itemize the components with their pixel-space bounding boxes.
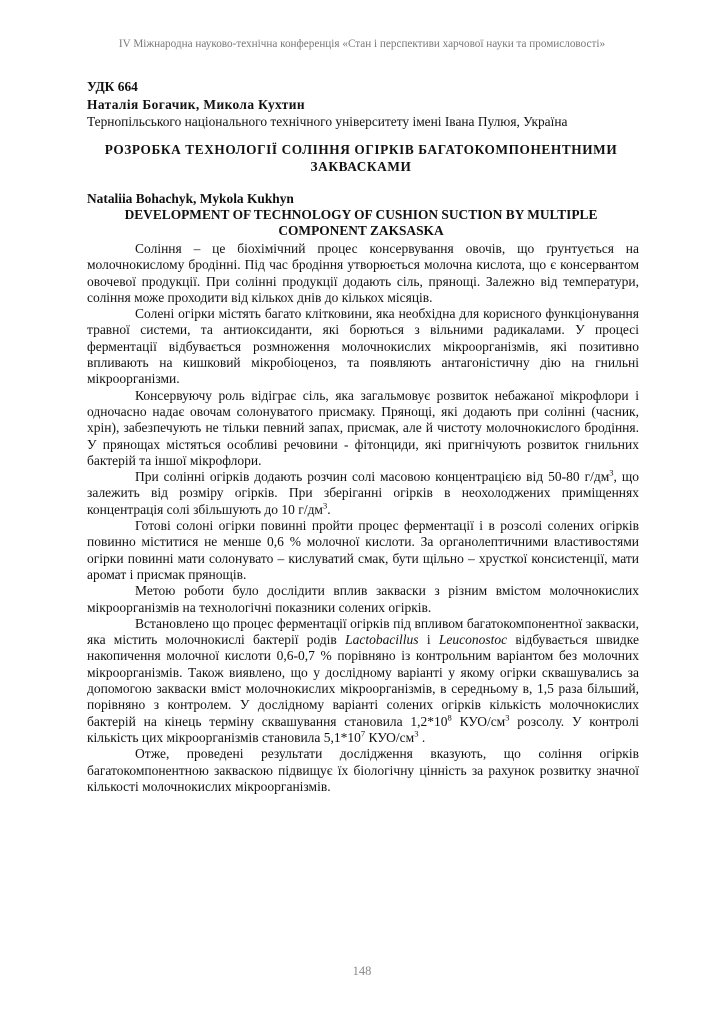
page-number: 148 <box>352 964 372 978</box>
p4-sup-2: 3 <box>322 500 328 511</box>
paragraph-7 <box>87 616 639 746</box>
paragraph-5: Готові солоні огірки повинні пройти процес ферментації і в розсолі солених огірків повинно міститися не менше 0,6 % молочної кислоти. За органолептичними властивостями огірки повинні мати солонувато – кислуватий смак, бути щільно – хрусткої консистенції, мати аромат і присмак прянощів. <box>87 518 639 582</box>
running-header: IV Міжнародна науково-технічна конференція «Стан і перспективи харчової науки та промисловості» <box>118 38 606 50</box>
p7-sup-1: 8 <box>447 712 452 723</box>
article-body <box>87 241 639 795</box>
title-english: DEVELOPMENT OF TECHNOLOGY OF CUSHION SUCTION BY MULTIPLE COMPONENT ZAKSASKA <box>124 207 598 238</box>
p7-text-g: . <box>418 729 426 745</box>
article-meta <box>87 78 647 131</box>
p7-text-b: і <box>418 632 439 648</box>
p7-text-e: розсолу. У контролі кількість цих мікроорганізмів становила 5,1*10 <box>87 713 639 745</box>
paragraph-4 <box>87 469 639 518</box>
affiliation: Тернопільського національного технічного університету імені Івана Пулюя, Україна <box>87 114 568 129</box>
authors-uk: Наталія Богачик, Микола Кухтин <box>87 96 306 112</box>
p7-sup-4: 3 <box>414 728 419 739</box>
title-ukrainian: РОЗРОБКА ТЕХНОЛОГІЇ СОЛІННЯ ОГІРКІВ БАГАТОКОМПОНЕНТНИМИ ЗАКВАСКАМИ <box>104 142 618 174</box>
authors-en: Nataliia Bohachyk, Mykola Kukhyn <box>87 191 294 206</box>
p4-text-b: , що залежить від розміру огірків. При зберіганні огірків в неохолоджених приміщеннях концентрація солі збільшують до 10 г/дм <box>87 469 639 517</box>
english-block <box>87 191 635 239</box>
p7-text-c: відбувається швидке накопичення молочної кислоти 0,6-0,7 % порівняно із контрольним варіантом без молочних мікроорганізмів. Також виявлено, що у дослідному варіанті у якому огірки сквашувались за допомогою закваски вміст молочнокислих мікроорганізмів, в середньому в, 1,5 раза більший, порівняно з контролем. У дослідному варіанті солених огірків кількість молочнокислих бактерій на кінець терміну сквашування становила 1,2*10 <box>87 632 639 729</box>
genus-lactobacillus: Lactobacillus <box>345 632 419 648</box>
paragraph-2: Солені огірки містять багато клітковини, яка необхідна для корисного функціонування травної системи, та антиоксиданти, які борються з вільними радикалами. У процесі ферментації відбувається розмноження молочнокислих мікроорганізмів, які позитивно впливають на кишковий мікробіоценоз, та появляють антагоністичну дію на гнильні мікроорганізми. <box>87 306 639 387</box>
p4-text-a: При солінні огірків додають розчин солі масовою концентрацією від 50-80 г/дм <box>135 469 610 485</box>
p4-text-c: . <box>327 501 331 517</box>
p7-sup-3: 7 <box>360 728 366 739</box>
paragraph-8: Отже, проведені результати дослідження вказують, що соління огірків багатокомпонентною заквaскою підвищує їх біологічну цінність за рахунок розвитку значної кількості молочнокислих мікроорганізмів. <box>87 746 639 794</box>
p4-sup-1: 3 <box>609 467 614 478</box>
p7-text-a: Встановлено що процес ферментації огірків під впливом багатокомпонентної закваски, яка містить молочнокислі бактерії родів <box>87 615 639 648</box>
udk-code: УДК 664 <box>87 79 138 94</box>
genus-leuconostoc: Leuconostoc <box>438 632 508 648</box>
p7-text-d: КУО/см <box>451 713 506 729</box>
paragraph-3: Консервуючу роль відіграє сіль, яка загальмовує розвиток небажаної мікрофлори і одночасно надає овочам солонуватого присмаку. Прянощі, які додають при солінні (часник, хрін), забезпечують не тільки певний запах, присмак, але й чистоту молочнокислого бродіння. У прянощах містяться особливі речовини - фітонциди, які пригнічують розвиток гнильних бактерій та іншої мікрофлори. <box>87 387 639 468</box>
p7-sup-2: 3 <box>505 712 510 723</box>
p7-text-f: КУО/см <box>365 729 415 745</box>
paragraph-6: Метою роботи було дослідити вплив закваски з різним вмістом молочнокислих мікроорганізмів на технологічні показники солених огірків. <box>87 583 639 615</box>
paragraph-1: Соління – це біохімічний процес консервування овочів, що ґрунтується на молочнокислому бродінні. Під час бродіння утворюється молочна кислота, що є консервантом овочевої продукції. При солінні продукції додають сіль, прянощі. Залежно від температури, соління може проходити від кількох днів до кількох місяців. <box>87 241 639 305</box>
